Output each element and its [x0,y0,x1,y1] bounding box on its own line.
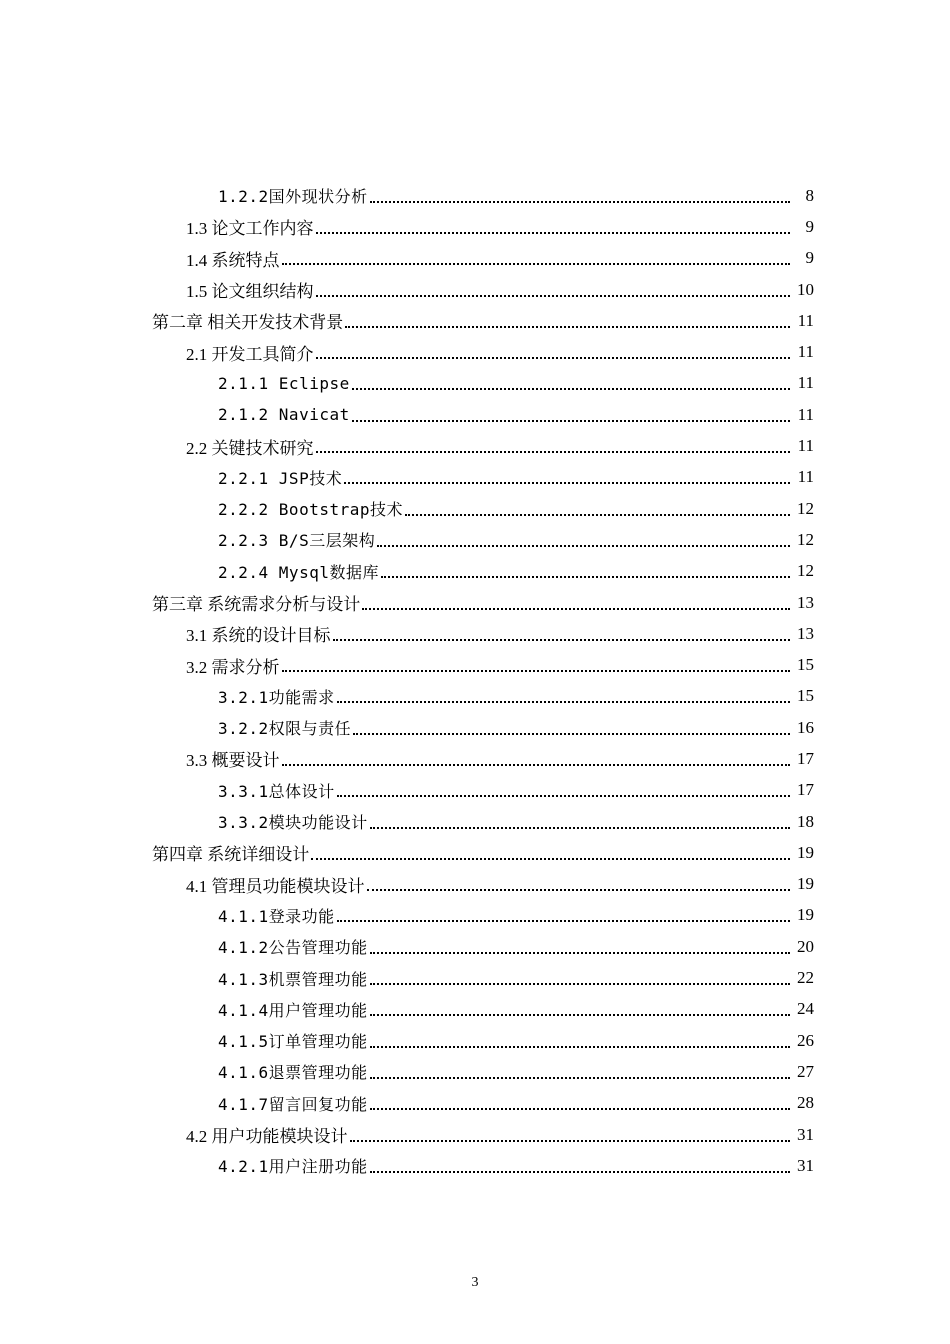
toc-entry-page-number: 13 [797,592,814,612]
toc-entry-page-number: 27 [797,1061,814,1081]
toc-entry-page-number: 31 [797,1124,814,1144]
toc-entry[interactable] [0,806,950,837]
dot-leader [337,701,790,703]
dot-leader [344,482,790,484]
dot-leader [370,1171,790,1173]
toc-entry[interactable] [0,775,950,806]
dot-leader [345,326,790,328]
dot-leader [282,670,791,672]
toc-entry-title: 2.1.2 Navicat [218,405,350,425]
dot-leader [352,420,790,422]
toc-entry[interactable] [0,1025,950,1056]
toc-entry-page-number: 8 [805,185,814,205]
toc-entry-page-number: 15 [797,686,814,706]
toc-entry-page-number: 28 [797,1093,814,1113]
toc-entry[interactable] [0,430,950,461]
toc-entry-page-number: 11 [797,467,814,487]
toc-entry-page-number: 11 [797,373,814,393]
toc-entry-title: 第四章 系统详细设计 [152,845,310,865]
toc-entry[interactable] [0,274,950,305]
dot-leader [316,232,791,234]
toc-entry-page-number: 9 [805,216,814,236]
toc-entry-title: 4.1.7留言回复功能 [218,1094,368,1114]
dot-leader [362,608,790,610]
toc-entry-title: 3.2.2权限与责任 [218,719,352,739]
toc-entry-page-number: 11 [797,436,814,456]
toc-entry-page-number: 13 [797,623,814,643]
toc-entry[interactable] [0,743,950,774]
toc-entry-page-number: 11 [797,404,814,424]
dot-leader [381,576,790,578]
toc-entry-title: 2.1.1 Eclipse [218,373,350,393]
dot-leader [316,451,791,453]
toc-entry-title: 2.1 开发工具简介 [186,344,314,364]
toc-entry[interactable] [0,462,950,493]
toc-entry-title: 2.2.2 Bootstrap技术 [218,500,403,520]
dot-leader [352,388,790,390]
toc-entry-title: 4.1.5订单管理功能 [218,1032,368,1052]
toc-entry[interactable] [0,994,950,1025]
toc-entry-page-number: 12 [797,561,814,581]
dot-leader [282,764,791,766]
toc-entry-page-number: 22 [797,968,814,988]
toc-entry-title: 3.3 概要设计 [186,751,280,771]
toc-entry[interactable] [0,931,950,962]
dot-leader [370,983,790,985]
toc-entry[interactable] [0,1088,950,1119]
toc-entry[interactable] [0,962,950,993]
toc-entry[interactable] [0,336,950,367]
toc-entry-title: 1.3 论文工作内容 [186,219,314,239]
toc-entry[interactable] [0,1056,950,1087]
toc-entry-page-number: 24 [797,999,814,1019]
dot-leader [370,827,790,829]
toc-entry[interactable] [0,837,950,868]
toc-entry[interactable] [0,900,950,931]
dot-leader [316,295,791,297]
dot-leader [333,639,791,641]
toc-entry[interactable] [0,243,950,274]
toc-entry-title: 4.1 管理员功能模块设计 [186,876,365,896]
toc-entry-title: 2.2.4 Mysql数据库 [218,562,379,582]
toc-entry[interactable] [0,556,950,587]
dot-leader [370,952,790,954]
toc-entry-title: 4.1.1登录功能 [218,906,335,926]
dot-leader [350,1140,791,1142]
toc-entry-page-number: 16 [797,717,814,737]
toc-entry-title: 3.3.2模块功能设计 [218,813,368,833]
toc-entry[interactable] [0,1150,950,1181]
dot-leader [367,889,791,891]
toc-entry-title: 第三章 系统需求分析与设计 [152,595,361,614]
toc-entry[interactable] [0,211,950,242]
toc-entry-title: 4.1.4用户管理功能 [218,1000,368,1020]
toc-entry-title: 1.5 论文组织结构 [186,282,314,302]
dot-leader [370,1046,790,1048]
toc-entry-page-number: 17 [797,780,814,800]
toc-entry-title: 3.3.1总体设计 [218,781,335,801]
dot-leader [337,795,790,797]
toc-entry-title: 第二章 相关开发技术背景 [152,313,344,333]
toc-entry-page-number: 12 [797,529,814,549]
toc-entry-title: 2.2.1 JSP技术 [218,468,343,488]
toc-entry-page-number: 31 [797,1155,814,1175]
toc-entry-title: 4.2 用户功能模块设计 [186,1127,348,1147]
toc-entry[interactable] [0,305,950,336]
dot-leader [370,201,790,203]
toc-entry-title: 3.1 系统的设计目标 [186,626,331,646]
dot-leader [282,263,791,265]
toc-entry-page-number: 11 [797,310,814,330]
toc-entry-page-number: 9 [805,248,814,268]
toc-entry[interactable] [0,524,950,555]
toc-entry-title: 1.4 系统特点 [186,250,280,270]
dot-leader [377,545,790,547]
toc-entry[interactable] [0,681,950,712]
toc-entry-page-number: 19 [797,842,814,862]
toc-entry-page-number: 15 [797,655,814,675]
toc-entry-title: 3.2.1功能需求 [218,687,335,707]
toc-entry[interactable] [0,368,950,399]
dot-leader [337,920,790,922]
toc-entry[interactable] [0,493,950,524]
toc-entry[interactable] [0,399,950,430]
toc-entry-page-number: 11 [797,342,814,362]
table-of-contents [0,180,950,1182]
toc-entry-page-number: 18 [797,811,814,831]
toc-entry-title: 4.2.1用户注册功能 [218,1157,368,1177]
dot-leader [370,1014,790,1016]
toc-entry-page-number: 20 [797,936,814,956]
toc-entry[interactable] [0,180,950,211]
dot-leader [370,1108,790,1110]
toc-entry-title: 4.1.6退票管理功能 [218,1063,368,1083]
dot-leader [311,858,790,860]
toc-entry[interactable] [0,712,950,743]
toc-entry-title: 4.1.2公告管理功能 [218,938,368,958]
toc-entry-page-number: 19 [797,874,814,894]
toc-entry-page-number: 12 [797,498,814,518]
page-number: 3 [471,1275,479,1290]
toc-entry-page-number: 19 [797,905,814,925]
toc-entry-page-number: 26 [797,1030,814,1050]
toc-entry-title: 2.2.3 B/S三层架构 [218,531,376,551]
toc-entry[interactable] [0,1119,950,1150]
dot-leader [405,514,790,516]
toc-entry-title: 4.1.3机票管理功能 [218,969,368,989]
dot-leader [353,733,790,735]
toc-entry-page-number: 17 [797,748,814,768]
toc-entry-title: 1.2.2国外现状分析 [218,187,368,207]
toc-entry-title: 2.2 关键技术研究 [186,438,314,458]
toc-entry[interactable] [0,587,950,618]
dot-leader [316,357,791,359]
dot-leader [370,1077,790,1079]
toc-entry-title: 3.2 需求分析 [186,657,280,677]
toc-entry-page-number: 10 [797,279,814,299]
toc-entry[interactable] [0,618,950,649]
toc-entry[interactable] [0,649,950,680]
toc-entry[interactable] [0,869,950,900]
